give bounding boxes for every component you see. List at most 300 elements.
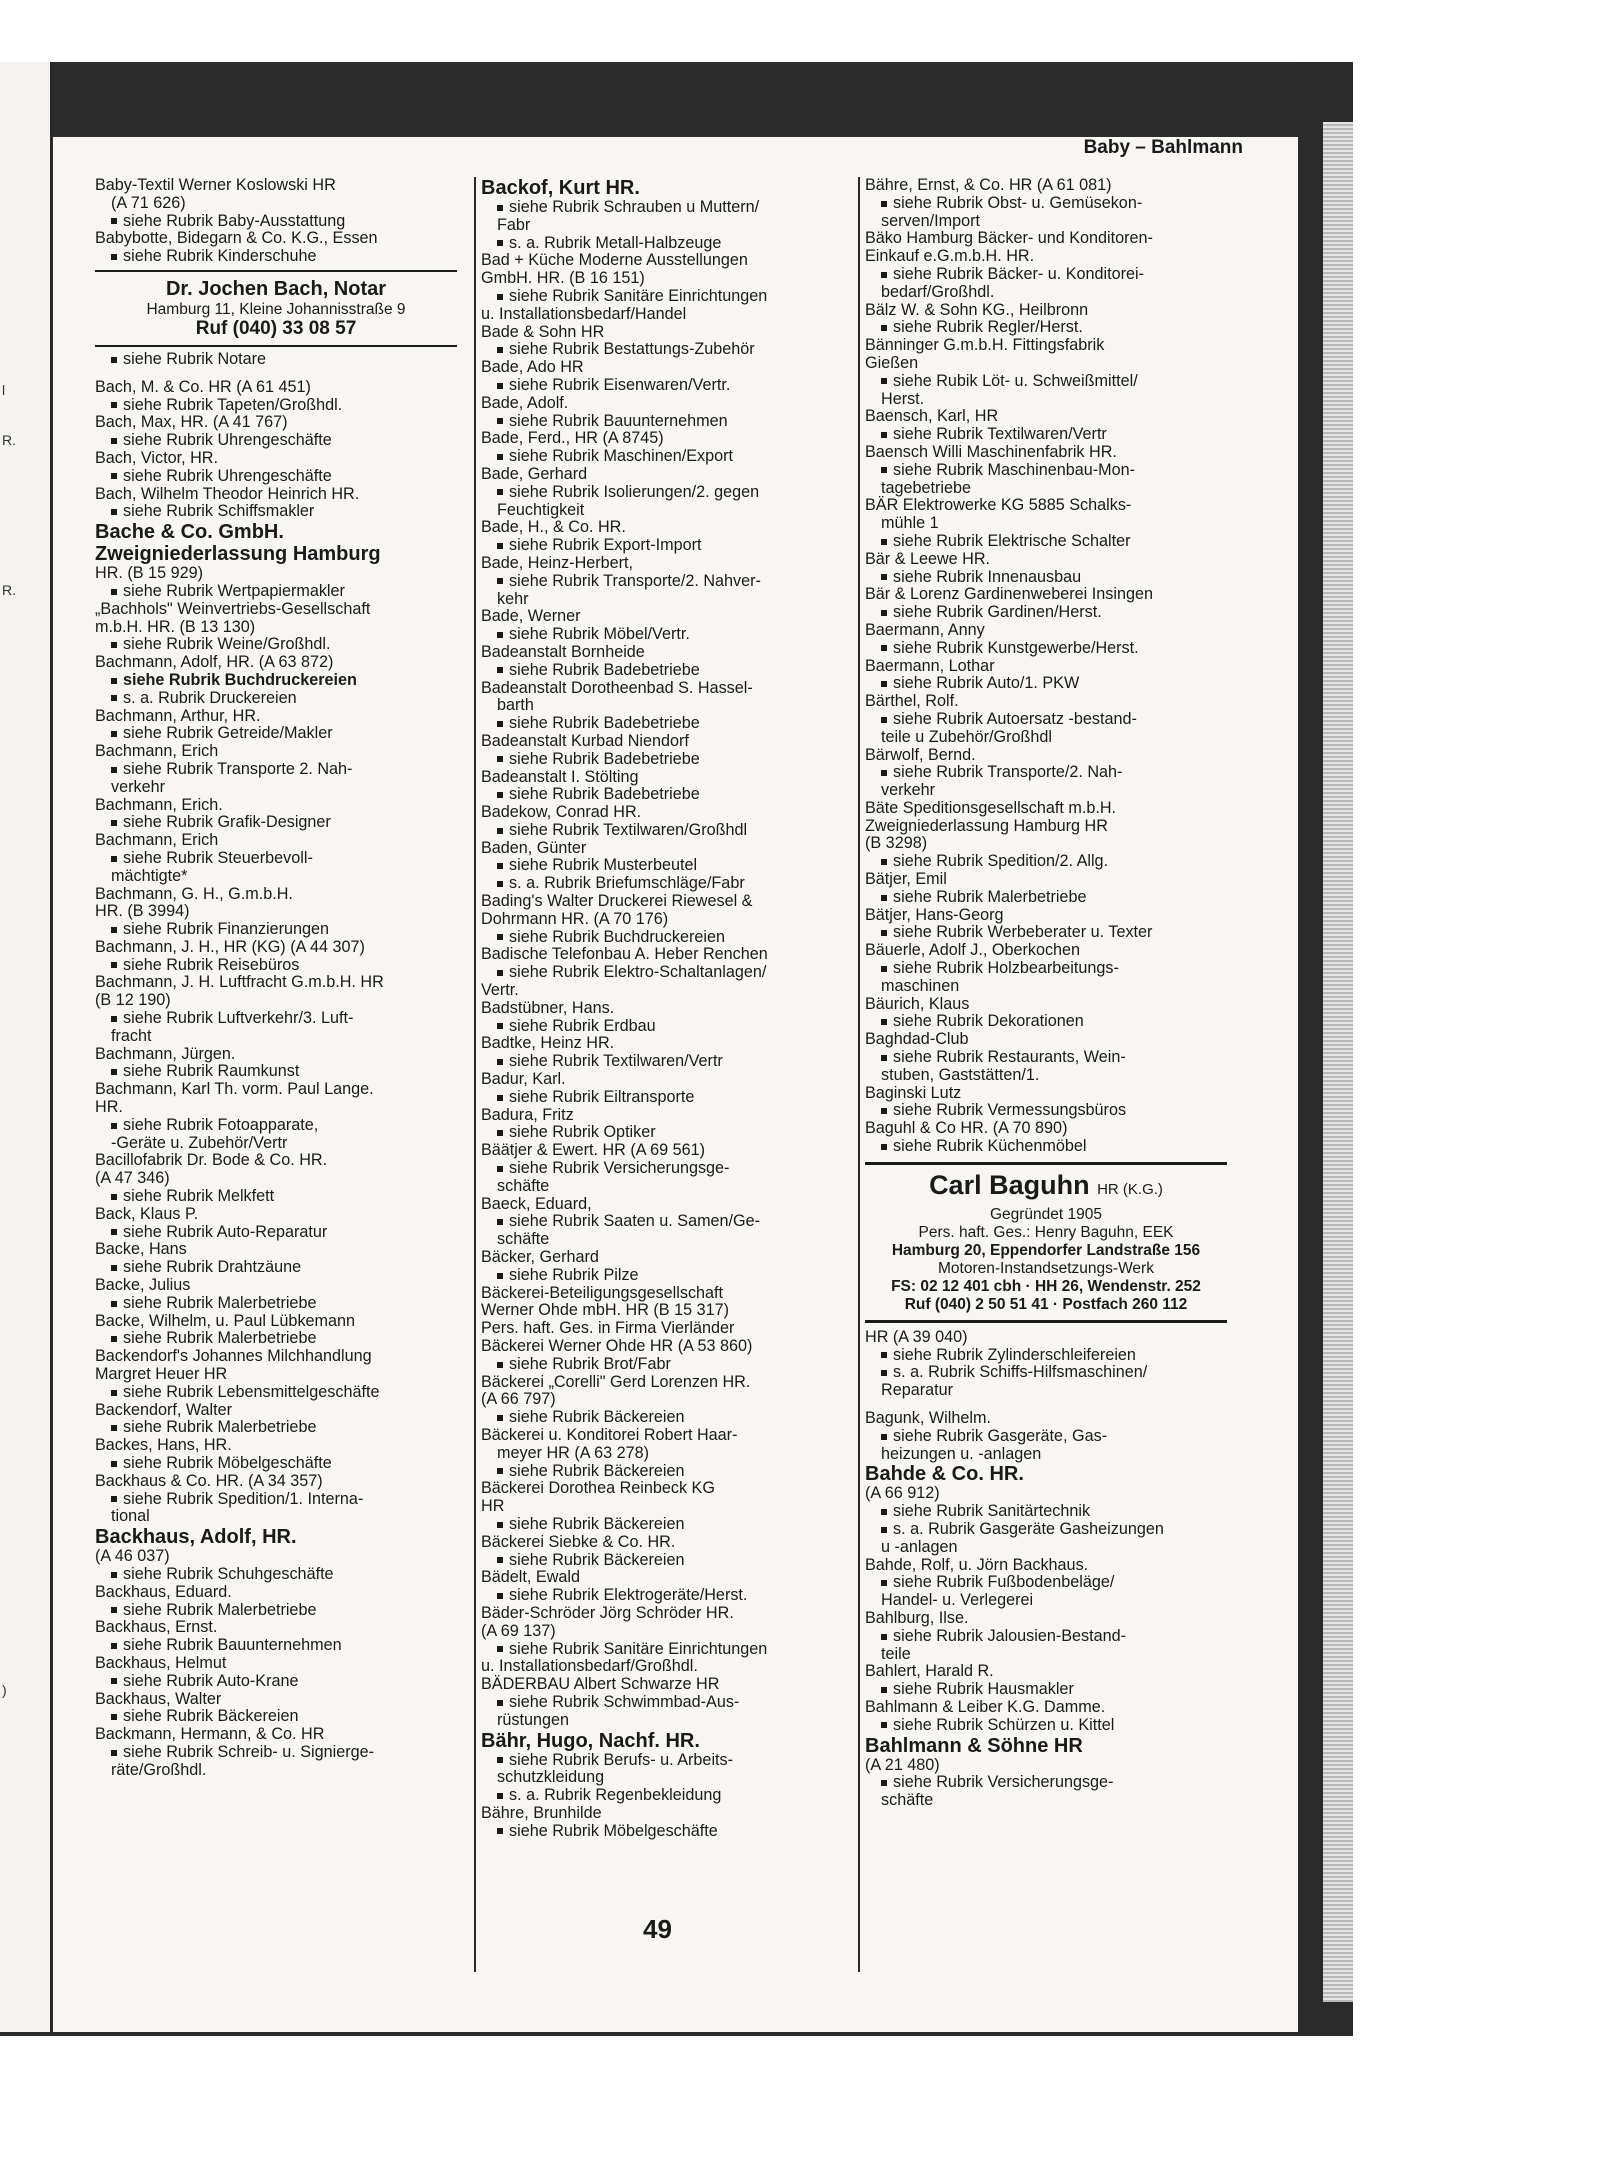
directory-entry: [481, 1320, 843, 1338]
entry-text: siehe Rubrik Elektro-Schaltanlagen/: [509, 963, 767, 982]
directory-entry: [865, 978, 1227, 996]
bullet-icon: [881, 1780, 887, 1786]
directory-entry: [865, 1699, 1227, 1717]
bullet-icon: [881, 1144, 887, 1150]
directory-entry: [95, 1402, 457, 1420]
directory-entry: [481, 359, 843, 377]
entry-text: siehe Rubrik Schuhgeschäfte: [123, 1564, 334, 1583]
entry-text: siehe Rubrik Buchdruckereien: [509, 927, 725, 946]
entry-text: siehe Rubrik Malerbetriebe: [123, 1329, 317, 1348]
entry-text: siehe Rubrik Gardinen/Herst.: [893, 603, 1102, 622]
entry-text: siehe Rubrik Eiltransporte: [509, 1087, 695, 1106]
entry-text: Baensch, Karl, HR: [865, 407, 999, 426]
directory-entry: [95, 521, 457, 543]
entry-text: siehe Rubrik Hausmakler: [893, 1680, 1074, 1699]
directory-entry: [481, 1196, 843, 1214]
directory-entry: [481, 1730, 843, 1752]
bullet-icon: [111, 1390, 117, 1396]
directory-entry: [481, 1178, 843, 1196]
rubrik-reference: [865, 1628, 1227, 1646]
bullet-icon: [497, 489, 503, 495]
directory-entry: [481, 430, 843, 448]
rubrik-reference: [481, 1409, 843, 1427]
advert-line: Motoren-Instandsetzungs-Werk: [938, 1259, 1154, 1277]
entry-text: schäfte: [497, 1230, 550, 1249]
bullet-icon: [111, 1301, 117, 1307]
rubrik-reference: [865, 1717, 1227, 1735]
rubrik-reference: [481, 484, 843, 502]
directory-entry: [865, 1663, 1227, 1681]
rubrik-reference: [95, 1295, 457, 1313]
rubrik-reference: [95, 1708, 457, 1726]
bullet-icon: [111, 438, 117, 444]
entry-text: Vertr.: [481, 981, 519, 1000]
rubrik-reference: [481, 1694, 843, 1712]
rubrik-reference: [481, 341, 843, 359]
entry-text: siehe Rubrik Küchenmöbel: [893, 1137, 1087, 1156]
bullet-icon: [497, 667, 503, 673]
rubrik-reference: [865, 889, 1227, 907]
entry-text: Bachmann, G. H., G.m.b.H.: [95, 884, 293, 903]
directory-entry: [865, 515, 1227, 533]
entry-text: s. a. Rubrik Regenbekleidung: [509, 1786, 722, 1805]
directory-entry: [865, 1085, 1227, 1103]
directory-entry: [865, 658, 1227, 676]
bullet-icon: [497, 205, 503, 211]
rubrik-reference: [865, 266, 1227, 284]
entry-text: Feuchtigkeit: [497, 500, 585, 519]
entry-text: siehe Rubrik Finanzierungen: [123, 920, 330, 939]
entry-text: s. a. Rubrik Metall-Halbzeuge: [509, 233, 722, 252]
directory-entry: [865, 907, 1227, 925]
entry-text: siehe Rubrik Transporte 2. Nah-: [123, 759, 353, 778]
entry-text: siehe Rubrik Bäcker- u. Konditorei-: [893, 264, 1145, 283]
directory-entry: [481, 591, 843, 609]
entry-text: Bahlmann & Söhne HR: [865, 1734, 1083, 1757]
entry-text: siehe Rubrik Restaurants, Wein-: [893, 1048, 1126, 1067]
bullet-icon: [111, 1607, 117, 1613]
bullet-icon: [881, 895, 887, 901]
directory-entry: [865, 747, 1227, 765]
bullet-icon: [111, 1069, 117, 1075]
directory-entry: [481, 555, 843, 573]
rubrik-reference: [95, 921, 457, 939]
rubrik-reference: [865, 764, 1227, 782]
rubrik-reference: [481, 786, 843, 804]
directory-entry: [95, 1241, 457, 1259]
entry-text: tagebetriebe: [881, 478, 972, 497]
rubrik-reference: [95, 1455, 457, 1473]
entry-text: siehe Rubrik Autoersatz -bestand-: [893, 709, 1137, 728]
bullet-icon: [881, 1634, 887, 1640]
rubrik-reference: [865, 462, 1227, 480]
directory-entry: [95, 1366, 457, 1384]
directory-entry: [865, 1485, 1227, 1503]
bullet-icon: [881, 272, 887, 278]
directory-entry: [481, 1676, 843, 1694]
directory-entry: [95, 1437, 457, 1455]
entry-text: Badur, Karl.: [481, 1070, 566, 1089]
entry-text: Backhaus, Adolf, HR.: [95, 1526, 297, 1549]
rubrik-reference: [95, 468, 457, 486]
rubrik-reference: [95, 351, 457, 369]
entry-text: Backe, Hans: [95, 1240, 187, 1259]
advert-name: [865, 1169, 1227, 1206]
entry-text: siehe Rubrik Export-Import: [509, 536, 702, 555]
entry-text: siehe Rubrik Holzbearbeitungs-: [893, 959, 1119, 978]
rubrik-reference: [95, 248, 457, 266]
directory-entry: [481, 1374, 843, 1392]
rubrik-reference: [865, 373, 1227, 391]
entry-text: siehe Rubrik Elektrische Schalter: [893, 531, 1131, 550]
directory-entry: [481, 1569, 843, 1587]
entry-text: Backe, Julius: [95, 1276, 191, 1295]
rubrik-reference: [481, 199, 843, 217]
directory-entry: [865, 391, 1227, 409]
advert-line: Gegründet 1905: [989, 1205, 1103, 1223]
entry-text: siehe Rubrik Kunstgewerbe/Herst.: [893, 638, 1139, 657]
directory-entry: [481, 840, 843, 858]
directory-entry: [95, 1348, 457, 1366]
entry-text: schäfte: [497, 1176, 550, 1195]
bullet-icon: [111, 927, 117, 933]
entry-text: Badeanstalt Bornheide: [481, 642, 645, 661]
bullet-icon: [881, 1509, 887, 1515]
page-number: 49: [643, 1914, 672, 1944]
bullet-icon: [111, 589, 117, 595]
entry-text: siehe Rubrik Erdbau: [509, 1016, 656, 1035]
entry-text: Baginski Lutz: [865, 1083, 962, 1102]
bullet-icon: [497, 863, 503, 869]
entry-text: Zweigniederlassung Hamburg: [95, 543, 381, 566]
entry-text: Back, Klaus P.: [95, 1204, 199, 1223]
box-name: Dr. Jochen Bach, Notar: [165, 277, 387, 300]
entry-text: siehe Rubrik Pilze: [509, 1265, 639, 1284]
bullet-icon: [111, 1461, 117, 1467]
directory-entry: [481, 324, 843, 342]
entry-text: „Bachhols" Weinvertriebs-Gesellschaft: [95, 599, 371, 618]
entry-text: kehr: [497, 589, 529, 608]
entry-text: stuben, Gaststätten/1.: [881, 1065, 1040, 1084]
directory-entry: [481, 519, 843, 537]
directory-entry: [481, 733, 843, 751]
directory-entry: [865, 444, 1227, 462]
bullet-icon: [111, 678, 117, 684]
entry-text: siehe Rubrik Badebetriebe: [509, 660, 700, 679]
entry-text: Badeanstalt Dorotheenbad S. Hassel-: [481, 678, 753, 697]
directory-entry: [95, 1508, 457, 1526]
entry-text: Bahlmann & Leiber K.G. Damme.: [865, 1697, 1106, 1716]
bullet-icon: [881, 1370, 887, 1376]
bullet-icon: [111, 218, 117, 224]
entry-text: Backhaus, Ernst.: [95, 1618, 218, 1637]
entry-text: Bäckerei Siebke & Co. HR.: [481, 1532, 676, 1551]
bullet-icon: [497, 1095, 503, 1101]
entry-text: s. a. Rubrik Schiffs-Hilfsmaschinen/: [893, 1363, 1148, 1382]
entry-text: siehe Rubrik Malerbetriebe: [123, 1293, 317, 1312]
entry-text: siehe Rubrik Auto-Krane: [123, 1671, 299, 1690]
entry-text: (A 69 137): [481, 1621, 556, 1640]
entry-text: Badura, Fritz: [481, 1105, 574, 1124]
bullet-icon: [497, 1557, 503, 1563]
directory-entry: [865, 408, 1227, 426]
entry-text: Backhaus, Walter: [95, 1689, 222, 1708]
bullet-icon: [881, 1055, 887, 1061]
entry-text: siehe Rubrik Bauunternehmen: [509, 411, 728, 430]
entry-text: siehe Rubrik Tapeten/Großhdl.: [123, 395, 343, 414]
rubrik-reference: [95, 397, 457, 415]
rubrik-reference: [481, 1823, 843, 1841]
entry-text: siehe Rubrik Innenausbau: [893, 567, 1082, 586]
directory-entry: [481, 1391, 843, 1409]
rubrik-reference: [95, 583, 457, 601]
bullet-icon: [497, 1166, 503, 1172]
notary-box: [95, 270, 457, 347]
entry-text: siehe Rubrik Schürzen u. Kittel: [893, 1715, 1115, 1734]
bullet-icon: [881, 681, 887, 687]
entry-text: Bade, Gerhard: [481, 464, 588, 483]
bullet-icon: [497, 1700, 503, 1706]
rubrik-reference: [481, 662, 843, 680]
bullet-icon: [881, 1019, 887, 1025]
directory-entry: [481, 1000, 843, 1018]
bullet-icon: [497, 1023, 503, 1029]
running-head: Baby – Bahlmann: [1083, 137, 1243, 158]
rubrik-reference: [95, 957, 457, 975]
directory-entry: [865, 1557, 1227, 1575]
rubrik-reference: [95, 1637, 457, 1655]
directory-entry: [95, 565, 457, 583]
entry-text: räte/Großhdl.: [111, 1760, 207, 1779]
entry-text: BÄDERBAU Albert Schwarze HR: [481, 1675, 720, 1694]
bullet-icon: [881, 574, 887, 580]
rubrik-reference: [95, 725, 457, 743]
entry-text: Bahde & Co. HR.: [865, 1463, 1024, 1486]
directory-entry: [95, 886, 457, 904]
directory-entry: [481, 1338, 843, 1356]
entry-text: Bäckerei Dorothea Reinbeck KG: [481, 1479, 715, 1498]
entry-text: siehe Rubrik Uhrengeschäfte: [123, 466, 332, 485]
entry-text: Baguhl & Co HR. (A 70 890): [865, 1119, 1068, 1138]
directory-entry: [481, 1769, 843, 1787]
rubrik-reference: [481, 1053, 843, 1071]
entry-text: Bacillofabrik Dr. Bode & Co. HR.: [95, 1151, 328, 1170]
directory-entry: [95, 1584, 457, 1602]
entry-text: Werner Ohde mbH. HR (B 15 317): [481, 1301, 730, 1320]
entry-text: siehe Rubrik Textilwaren/Vertr: [509, 1052, 723, 1071]
entry-text: Bädelt, Ewald: [481, 1568, 580, 1587]
rubrik-reference: [95, 213, 457, 231]
entry-text: BÄR Elektrowerke KG 5885 Schalks-: [865, 496, 1132, 515]
directory-entry: [481, 946, 843, 964]
directory-entry: [95, 1099, 457, 1117]
bullet-icon: [497, 1362, 503, 1368]
entry-text: HR (A 39 040): [865, 1327, 968, 1346]
directory-entry: [481, 1658, 843, 1676]
directory-entry: [481, 252, 843, 270]
entry-text: Bade, Heinz-Herbert,: [481, 553, 634, 572]
entry-text: Gießen: [865, 353, 919, 372]
bullet-icon: [497, 881, 503, 887]
entry-text: siehe Rubrik Schiffsmakler: [123, 502, 315, 521]
entry-text: Baby-Textil Werner Koslowski HR: [95, 176, 336, 194]
rubrik-reference: [481, 235, 843, 253]
entry-text: Handel- u. Verlegerei: [881, 1591, 1034, 1610]
directory-entry: [95, 1691, 457, 1709]
entry-text: Backe, Wilhelm, u. Paul Lübkemann: [95, 1311, 356, 1330]
directory-entry: [95, 1655, 457, 1673]
entry-text: (A 66 912): [865, 1484, 940, 1503]
entry-text: siehe Rubrik Uhrengeschäfte: [123, 431, 332, 450]
entry-text: Fabr: [497, 215, 531, 234]
bullet-icon: [881, 717, 887, 723]
bullet-icon: [881, 201, 887, 207]
entry-text: Badtke, Heinz HR.: [481, 1034, 615, 1053]
directory-entry: [481, 1498, 843, 1516]
bullet-icon: [881, 539, 887, 545]
directory-entry: [95, 1726, 457, 1744]
entry-text: siehe Rubrik Baby-Ausstattung: [123, 211, 346, 230]
bullet-icon: [111, 402, 117, 408]
entry-text: Bachmann, Adolf, HR. (A 63 872): [95, 653, 334, 672]
entry-text: siehe Rubrik Schwimmbad-Aus-: [509, 1692, 740, 1711]
entry-text: Bäko Hamburg Bäcker- und Konditoren-: [865, 229, 1153, 248]
bullet-icon: [497, 240, 503, 246]
entry-text: s. a. Rubrik Briefumschläge/Fabr: [509, 874, 745, 893]
bullet-icon: [111, 695, 117, 701]
entry-text: siehe Rubrik Zylinderschleifereien: [893, 1345, 1136, 1364]
entry-text: Bäcker, Gerhard: [481, 1248, 599, 1267]
directory-entry: [865, 177, 1227, 195]
entry-text: Bähre, Brunhilde: [481, 1803, 602, 1822]
directory-entry: [865, 871, 1227, 889]
entry-text: Bade, H., & Co. HR.: [481, 518, 626, 537]
bullet-icon: [881, 966, 887, 972]
rubrik-reference: [481, 573, 843, 591]
rubrik-reference: [865, 1347, 1227, 1365]
margin-fragment: ): [2, 1682, 7, 1698]
directory-entry: [865, 355, 1227, 373]
book-edge: [1298, 62, 1353, 2032]
bullet-icon: [881, 325, 887, 331]
bullet-icon: [111, 1643, 117, 1649]
bullet-icon: [497, 1273, 503, 1279]
entry-text: serven/Import: [881, 211, 980, 230]
entry-text: siehe Rubrik Sanitärtechnik: [893, 1502, 1091, 1521]
entry-text: Bäckerei „Corelli" Gerd Lorenzen HR.: [481, 1372, 751, 1391]
bullet-icon: [881, 378, 887, 384]
rubrik-reference: [481, 1356, 843, 1374]
bullet-icon: [111, 1496, 117, 1502]
rubrik-reference: [95, 1188, 457, 1206]
entry-text: (B 12 190): [95, 991, 171, 1010]
entry-text: Margret Heuer HR: [95, 1365, 228, 1384]
entry-text: u. Installationsbedarf/Großhdl.: [481, 1657, 698, 1676]
entry-text: maschinen: [881, 976, 960, 995]
entry-text: Backhaus & Co. HR. (A 34 357): [95, 1471, 323, 1490]
rubrik-reference: [865, 924, 1227, 942]
directory-page: [53, 137, 1298, 2032]
rubrik-reference: [95, 672, 457, 690]
entry-text: Bär & Lorenz Gardinenweberei Insingen: [865, 585, 1153, 604]
bullet-icon: [881, 1722, 887, 1728]
rubrik-reference: [95, 814, 457, 832]
entry-text: Bach, Victor, HR.: [95, 448, 218, 467]
scan-bottom-edge: [0, 2032, 1353, 2036]
bullet-icon: [111, 962, 117, 968]
entry-text: Bahlert, Harald R.: [865, 1662, 994, 1681]
bullet-icon: [881, 1687, 887, 1693]
directory-entry: [481, 982, 843, 1000]
directory-entry: [95, 543, 457, 565]
entry-text: Einkauf e.G.m.b.H. HR.: [865, 247, 1035, 266]
rubrik-reference: [95, 1117, 457, 1135]
entry-text: Bär & Leewe HR.: [865, 549, 991, 568]
directory-entry: [865, 782, 1227, 800]
entry-text: siehe Rubrik Malerbetriebe: [893, 887, 1087, 906]
entry-text: siehe Rubrik Regler/Herst.: [893, 318, 1083, 337]
rubrik-reference: [481, 1787, 843, 1805]
bullet-icon: [497, 721, 503, 727]
directory-entry: [865, 1610, 1227, 1628]
bullet-icon: [881, 467, 887, 473]
entry-text: siehe Rubrik Buchdruckereien: [123, 670, 357, 689]
entry-text: Badstübner, Hans.: [481, 998, 615, 1017]
entry-text: siehe Rubrik Versicherungsge-: [509, 1159, 730, 1178]
scan-top-edge: [0, 62, 1353, 137]
rubrik-reference: [865, 569, 1227, 587]
entry-text: siehe Rubrik Spedition/1. Interna-: [123, 1489, 364, 1508]
bullet-icon: [497, 454, 503, 460]
entry-text: u. Installationsbedarf/Handel: [481, 304, 687, 323]
directory-entry: [865, 284, 1227, 302]
directory-entry: [481, 1445, 843, 1463]
entry-text: siehe Rubrik Optiker: [509, 1123, 656, 1142]
entry-text: Backendorf, Walter: [95, 1400, 233, 1419]
rubrik-reference: [865, 1364, 1227, 1382]
bullet-icon: [497, 383, 503, 389]
entry-text: siehe Rubrik Raumkunst: [123, 1062, 300, 1081]
advert-register: HR (K.G.): [1097, 1180, 1163, 1198]
entry-text: Bad + Küche Moderne Ausstellungen: [481, 251, 748, 270]
directory-entry: [95, 1619, 457, 1637]
entry-text: Bäätjer & Ewert. HR (A 69 561): [481, 1141, 706, 1160]
directory-entry: [481, 680, 843, 698]
entry-text: siehe Rubrik Badebetriebe: [509, 749, 700, 768]
entry-text: siehe Rubrik Möbelgeschäfte: [509, 1821, 718, 1840]
entry-text: Bärwolf, Bernd.: [865, 745, 976, 764]
rubrik-reference: [95, 636, 457, 654]
rubrik-reference: [865, 1049, 1227, 1067]
entry-text: siehe Rubrik Dekorationen: [893, 1012, 1084, 1031]
directory-entry: [481, 1805, 843, 1823]
directory-entry: [95, 832, 457, 850]
entry-text: siehe Rubrik Obst- u. Gemüsekon-: [893, 193, 1143, 212]
entry-text: siehe Rubrik Vermessungsbüros: [893, 1101, 1127, 1120]
rubrik-reference: [865, 604, 1227, 622]
rubrik-reference: [481, 964, 843, 982]
bullet-icon: [497, 792, 503, 798]
entry-text: siehe Rubrik Maschinen/Export: [509, 447, 734, 466]
entry-text: verkehr: [111, 777, 165, 796]
entry-text: Bänninger G.m.b.H. Fittingsfabrik: [865, 336, 1105, 355]
entry-text: siehe Rubrik Gasgeräte, Gas-: [893, 1426, 1108, 1445]
bullet-icon: [111, 1425, 117, 1431]
margin-fragment: R.: [2, 432, 16, 448]
entry-text: HR: [481, 1497, 505, 1516]
rubrik-reference: [481, 1267, 843, 1285]
directory-entry: [865, 800, 1227, 818]
